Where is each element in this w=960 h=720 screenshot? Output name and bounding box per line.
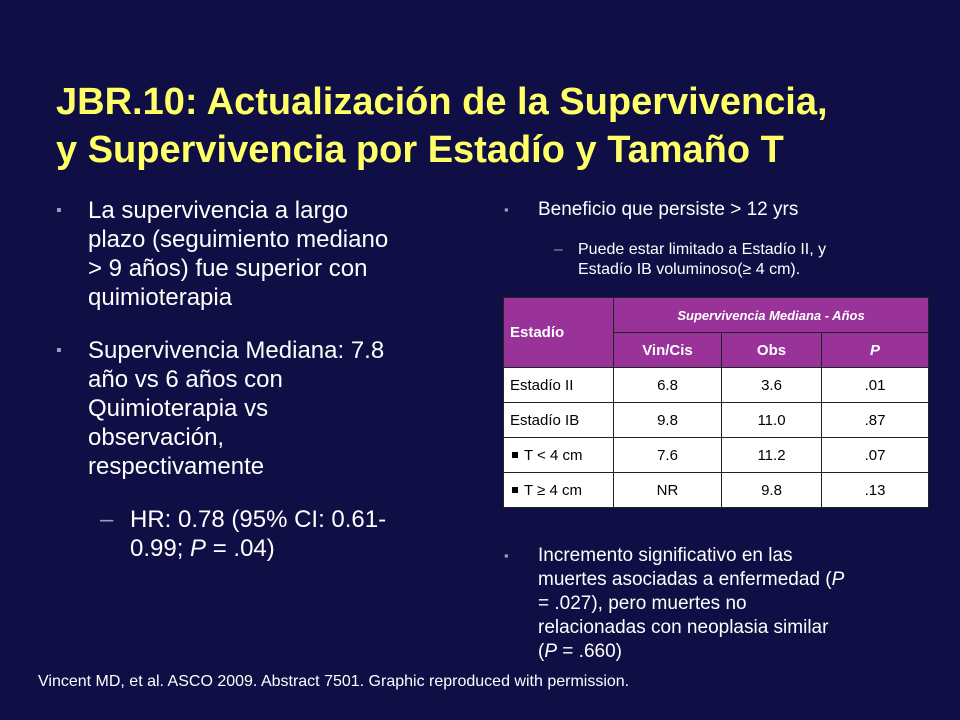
cell-vincis: NR bbox=[614, 473, 722, 508]
cell-p: .01 bbox=[822, 368, 929, 403]
p-symbol: P bbox=[831, 569, 845, 590]
right-bullet-2-line-2 bbox=[538, 568, 940, 592]
table-row bbox=[504, 403, 929, 438]
header-median-survival bbox=[614, 298, 929, 333]
slide-title bbox=[56, 78, 936, 174]
right-bullet-2-line-4: relacionadas con neoplasia similar bbox=[538, 617, 829, 638]
table-row bbox=[504, 438, 929, 473]
left-bullet-2-line-5: respectivamente bbox=[88, 453, 265, 480]
right-bullet-2-line-5 bbox=[538, 640, 940, 664]
right-bullet-2 bbox=[500, 544, 940, 664]
square-bullet-icon: ▪ bbox=[56, 202, 62, 219]
p-symbol: P bbox=[190, 535, 207, 562]
square-bullet-icon bbox=[512, 452, 518, 458]
table-body bbox=[504, 368, 929, 508]
table-header-row bbox=[504, 298, 929, 333]
cell-vincis: 9.8 bbox=[614, 403, 722, 438]
cell-p: .87 bbox=[822, 403, 929, 438]
left-sub-line-2-text: 0.99; bbox=[130, 535, 191, 562]
table-row bbox=[504, 368, 929, 403]
square-bullet-icon bbox=[512, 487, 518, 493]
square-bullet-icon: ▪ bbox=[56, 342, 62, 359]
cell-obs: 3.6 bbox=[722, 368, 822, 403]
slide-title-line-2: y Supervivencia por Estadío y Tamaño T bbox=[56, 129, 784, 171]
right-sub-line-1: Puede estar limitado a Estadío II, y bbox=[578, 241, 827, 258]
dash-bullet-icon: – bbox=[554, 241, 563, 258]
square-bullet-icon: ▪ bbox=[504, 548, 509, 563]
cell-vincis: 6.8 bbox=[614, 368, 722, 403]
left-bullet-1-line-2: plazo (seguimiento mediano bbox=[88, 226, 389, 253]
row-label-with-bullet bbox=[504, 473, 614, 508]
right-bullet-persistent-benefit bbox=[500, 198, 940, 222]
header-vincis: Vin/Cis bbox=[614, 333, 722, 368]
row-label: Estadío IB bbox=[504, 403, 614, 438]
right-sub-bullet-stage-limit bbox=[500, 240, 940, 280]
cell-p: .13 bbox=[822, 473, 929, 508]
row-label: Estadío II bbox=[504, 368, 614, 403]
left-bullet-2-line-3: Quimioterapia vs bbox=[88, 395, 269, 422]
left-sub-bullet-hazard-ratio bbox=[52, 505, 462, 563]
row-label-text: T ≥ 4 cm bbox=[524, 481, 582, 499]
right-bullet-2-line-2-text: muertes asociadas a enfermedad ( bbox=[538, 569, 832, 590]
left-sub-line-2 bbox=[130, 534, 462, 563]
right-bullet-2-line-1: Incremento significativo en las bbox=[538, 545, 793, 566]
cell-obs: 11.2 bbox=[722, 438, 822, 473]
right-bullet-2-line-5-value: = .660) bbox=[557, 641, 622, 662]
header-estadio: Estadío bbox=[504, 298, 614, 368]
survival-table-container bbox=[503, 297, 928, 508]
header-median-survival-text: Supervivencia Mediana - Años bbox=[677, 307, 865, 323]
cell-obs: 9.8 bbox=[722, 473, 822, 508]
right-bullet-1-text: Beneficio que persiste > 12 yrs bbox=[538, 199, 799, 220]
right-column bbox=[500, 198, 940, 280]
table-row bbox=[504, 473, 929, 508]
dash-bullet-icon: – bbox=[100, 506, 114, 533]
right-bullet-2-line-3: = .027), pero muertes no bbox=[538, 593, 747, 614]
p-symbol: P bbox=[544, 641, 558, 662]
left-bullet-1-line-4: quimioterapia bbox=[88, 284, 233, 311]
left-sub-line-1: HR: 0.78 (95% CI: 0.61- bbox=[130, 506, 387, 533]
citation-footer: Vincent MD, et al. ASCO 2009. Abstract 7501. Graphic reproduced with permission. bbox=[38, 673, 630, 690]
square-bullet-icon: ▪ bbox=[504, 202, 509, 217]
left-bullet-long-term-survival bbox=[52, 196, 462, 312]
header-p: P bbox=[822, 333, 929, 368]
cell-obs: 11.0 bbox=[722, 403, 822, 438]
cell-vincis: 7.6 bbox=[614, 438, 722, 473]
left-bullet-2-line-4: observación, bbox=[88, 424, 225, 451]
right-bullet-2-line-5-open: ( bbox=[538, 641, 545, 662]
left-bullet-median-survival bbox=[52, 336, 462, 481]
cell-p: .07 bbox=[822, 438, 929, 473]
right-sub-line-2: Estadío IB voluminoso(≥ 4 cm). bbox=[578, 261, 801, 278]
row-label-with-bullet bbox=[504, 438, 614, 473]
left-bullet-1-line-1: La supervivencia a largo bbox=[88, 197, 349, 224]
left-bullet-1-line-3: > 9 años) fue superior con bbox=[88, 255, 368, 282]
header-obs: Obs bbox=[722, 333, 822, 368]
left-bullet-2-line-2: año vs 6 años con bbox=[88, 366, 283, 393]
row-label-text: T < 4 cm bbox=[524, 446, 583, 464]
slide-title-line-1: JBR.10: Actualización de la Supervivencia, bbox=[56, 81, 828, 123]
left-column bbox=[52, 196, 462, 563]
survival-table bbox=[503, 297, 929, 508]
right-bullet-deaths bbox=[500, 544, 940, 664]
left-bullet-2-line-1: Supervivencia Mediana: 7.8 bbox=[88, 337, 385, 364]
left-sub-line-2-value: = .04) bbox=[206, 535, 275, 562]
